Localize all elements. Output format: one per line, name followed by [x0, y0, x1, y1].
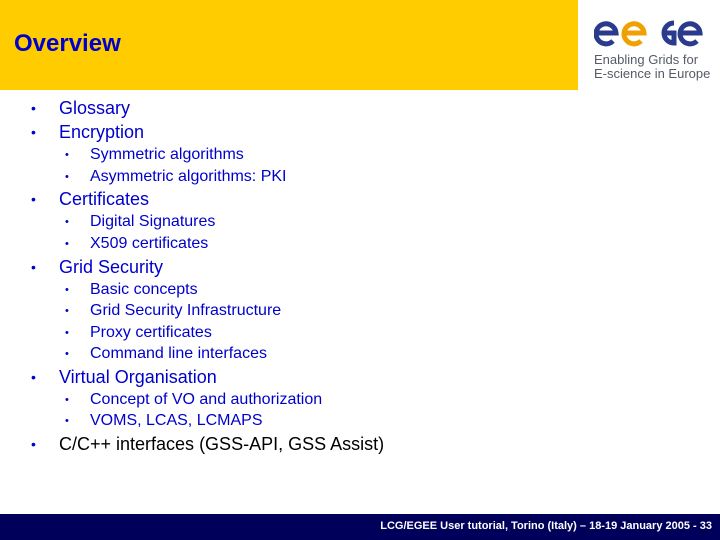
outline-subitem-label: Concept of VO and authorization [90, 391, 323, 408]
outline-item-label: Certificates [59, 189, 150, 209]
bullet-icon: • [65, 327, 69, 339]
bullet-icon: • [65, 216, 69, 228]
slide-title: Overview [14, 30, 121, 57]
bullet-icon: • [31, 124, 36, 140]
outline-item-label: C/C++ interfaces (GSS-API, GSS Assist) [59, 434, 385, 454]
outline-subitem-label: Command line interfaces [90, 345, 267, 362]
bullet-icon: • [31, 369, 36, 385]
bullet-icon: • [31, 259, 36, 275]
outline-subitem-label: VOMS, LCAS, LCMAPS [90, 412, 263, 429]
bullet-icon: • [65, 238, 69, 250]
outline-subitem-label: Symmetric algorithms [90, 146, 244, 163]
outline-item-label: Encryption [59, 122, 145, 142]
outline-item-label: Grid Security [59, 257, 164, 277]
bullet-icon: • [65, 415, 69, 427]
bullet-icon: • [65, 284, 69, 296]
logo-tagline-line1: Enabling Grids for [594, 52, 699, 67]
bullet-icon: • [65, 171, 69, 183]
bullet-icon: • [65, 305, 69, 317]
bullet-icon: • [31, 436, 36, 452]
outline-subitem-label: X509 certificates [90, 235, 209, 252]
footer-text: LCG/EGEE User tutorial, Torino (Italy) – 18-19 January 2005 - 33 [380, 520, 712, 532]
bullet-icon: • [65, 149, 69, 161]
bullet-icon: • [31, 100, 36, 116]
egee-logo-icon [594, 18, 704, 48]
outline-subitem-label: Asymmetric algorithms: PKI [90, 168, 287, 185]
outline-subitem-label: Digital Signatures [90, 213, 216, 230]
logo-tagline-line2: E-science in Europe [594, 66, 711, 81]
bullet-icon: • [65, 394, 69, 406]
outline-subitem-label: Basic concepts [90, 281, 198, 298]
bullet-icon: • [65, 348, 69, 360]
outline-item-label: Glossary [59, 98, 131, 118]
outline-subitem-label: Grid Security Infrastructure [90, 302, 282, 319]
outline-item-label: Virtual Organisation [59, 367, 217, 387]
bullet-icon: • [31, 191, 36, 207]
outline-subitem-label: Proxy certificates [90, 324, 212, 341]
